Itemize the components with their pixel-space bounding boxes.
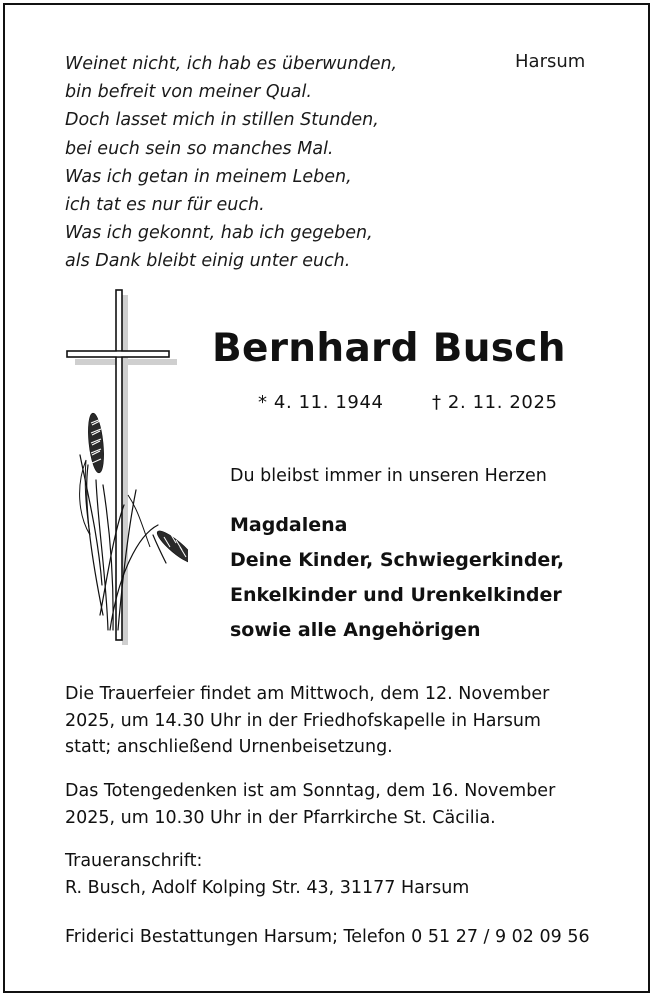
memorial-info: [65, 778, 595, 831]
memorial-line: Das Totengedenken ist am Sonntag, dem 16. November: [65, 781, 556, 801]
poem-line: als Dank bleibt einig unter euch.: [65, 251, 351, 272]
mourner-line: Deine Kinder, Schwiegerkinder,: [230, 549, 565, 571]
service-line: 2025, um 14.30 Uhr in der Friedhofskapelle in Harsum: [65, 710, 541, 731]
motto: Du bleibst immer in unseren Herzen: [230, 466, 547, 486]
address-value: R. Busch, Adolf Kolping Str. 43, 31177 Harsum: [65, 877, 470, 898]
service-line: Die Trauerfeier findet am Mittwoch, dem 12. November: [65, 684, 550, 704]
memorial-line: 2025, um 10.30 Uhr in der Pfarrkirche St. Cäcilia.: [65, 807, 496, 828]
poem-line: bin befreit von meiner Qual.: [65, 82, 312, 103]
mourning-address: [65, 848, 595, 901]
death-date: † 2. 11. 2025: [432, 392, 558, 413]
poem-line: Was ich getan in meinem Leben,: [65, 166, 352, 187]
undertaker-contact: Friderici Bestattungen Harsum; Telefon 0 51 27 / 9 02 09 56: [65, 927, 590, 947]
address-label: Traueranschrift:: [65, 851, 203, 871]
poem: [65, 50, 397, 276]
poem-line: Weinet nicht, ich hab es überwunden,: [65, 54, 398, 74]
funeral-service-info: [65, 681, 595, 761]
poem-line: ich tat es nur für euch.: [65, 195, 265, 216]
mourner-line: Enkelkinder und Urenkelkinder: [230, 584, 562, 606]
deceased-name: Bernhard Busch: [212, 326, 566, 371]
place-name: Harsum: [515, 51, 586, 72]
mourners-list: [230, 508, 564, 648]
birth-date: * 4. 11. 1944: [258, 392, 384, 413]
service-line: statt; anschließend Urnenbeisetzung.: [65, 737, 393, 758]
poem-line: Was ich gekonnt, hab ich gegeben,: [65, 223, 373, 244]
cross-with-wheat-icon: [58, 285, 188, 645]
mourner-line: Magdalena: [230, 514, 348, 536]
mourner-line: sowie alle Angehörigen: [230, 619, 481, 641]
poem-line: Doch lasset mich in stillen Stunden,: [65, 110, 379, 131]
poem-line: bei euch sein so manches Mal.: [65, 138, 334, 159]
